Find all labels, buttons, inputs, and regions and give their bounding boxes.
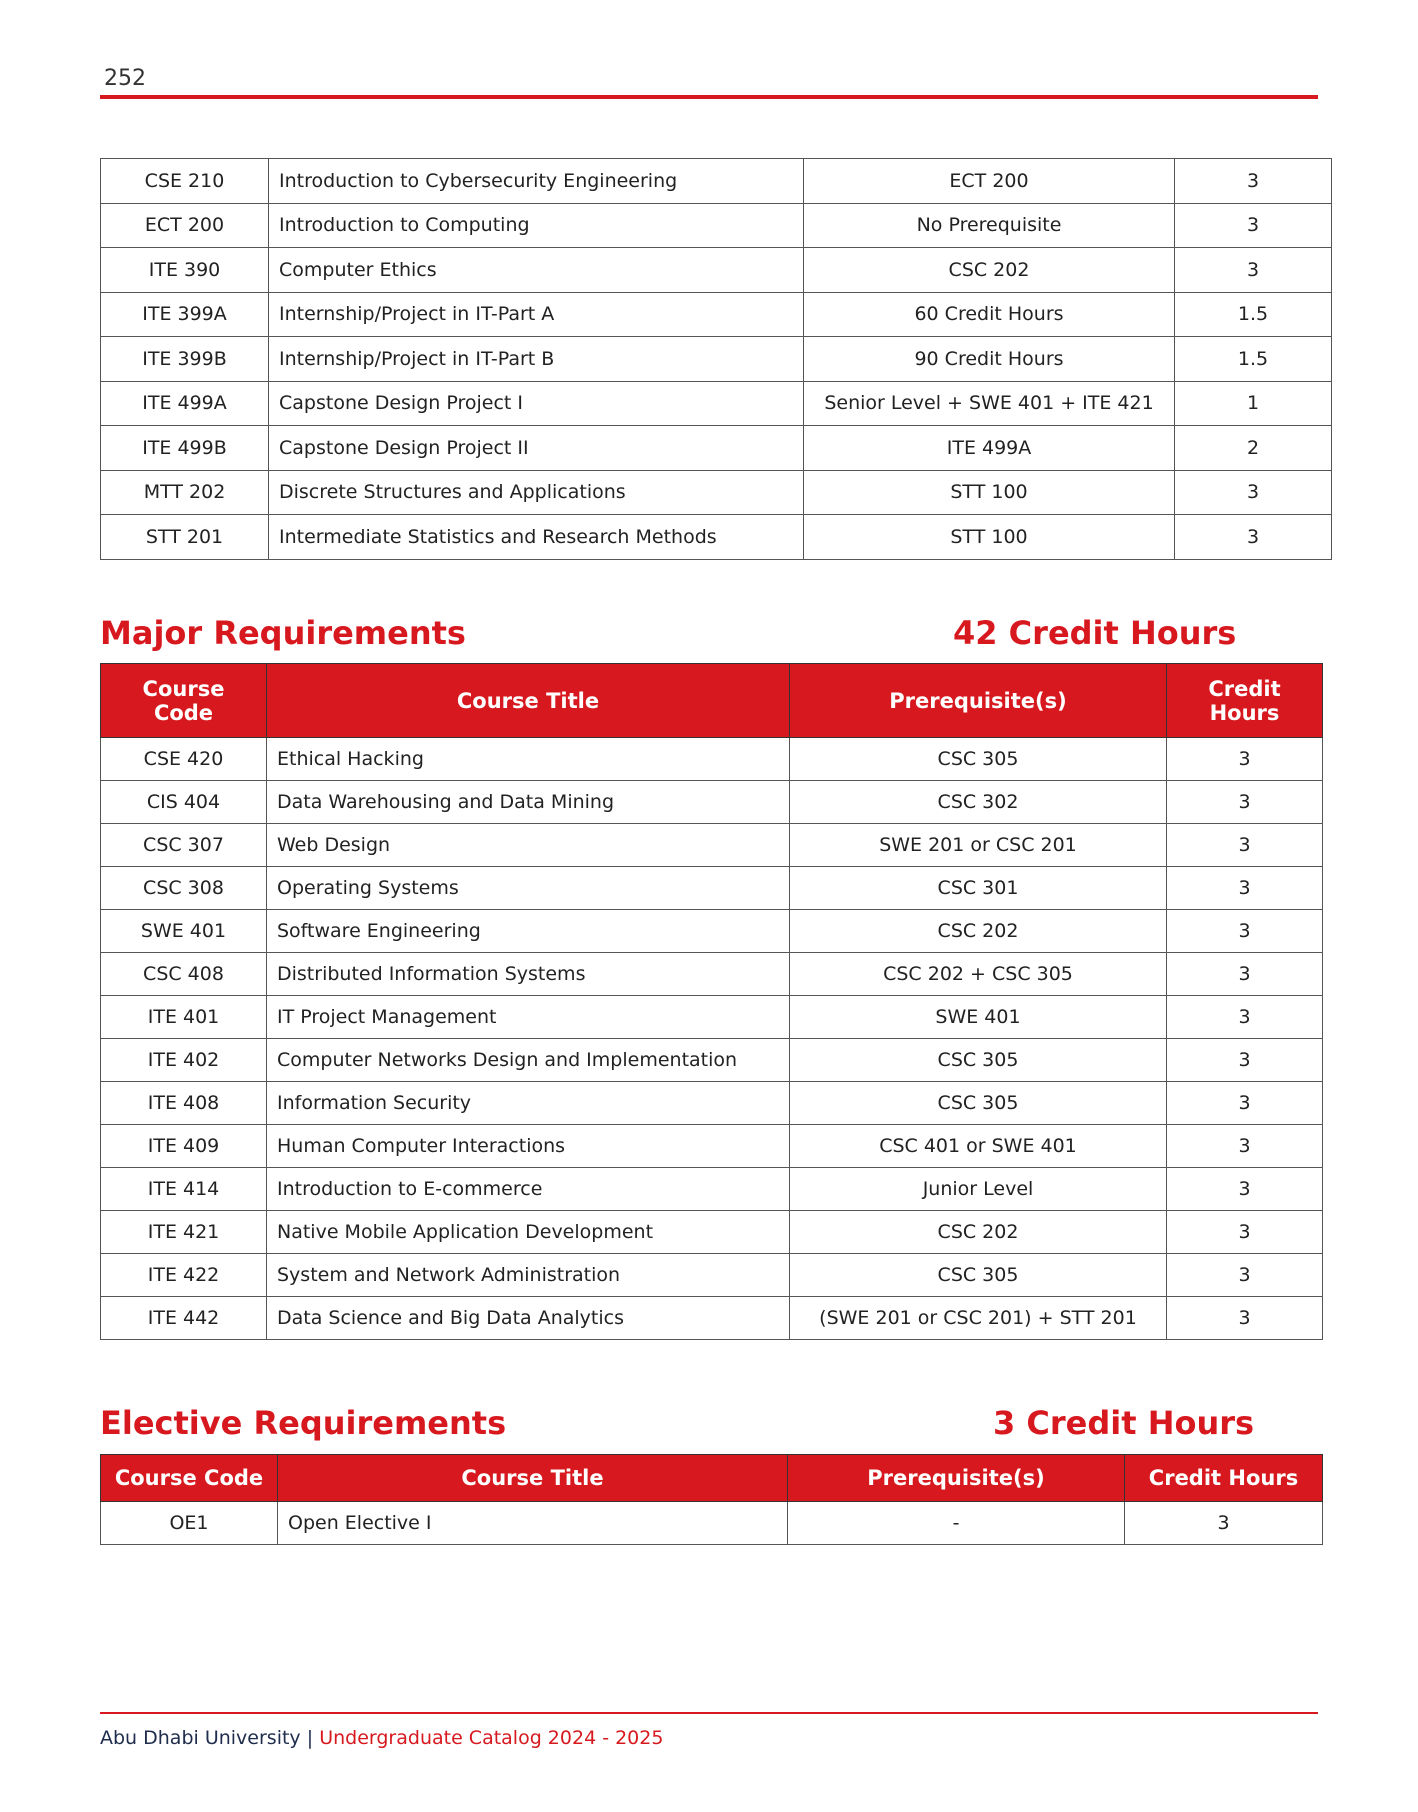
table-row xyxy=(101,738,1323,781)
course-prereq: ITE 499A xyxy=(804,426,1175,471)
course-credits: 1.5 xyxy=(1175,292,1332,337)
course-prereq: CSC 401 or SWE 401 xyxy=(790,1125,1167,1168)
course-title: Web Design xyxy=(267,824,790,867)
course-credits: 3 xyxy=(1167,1082,1323,1125)
course-credits: 3 xyxy=(1175,470,1332,515)
course-prereq: STT 100 xyxy=(804,470,1175,515)
course-title: Capstone Design Project II xyxy=(269,426,804,471)
table-header-row xyxy=(101,664,1323,738)
major-requirements-heading: Major Requirements xyxy=(100,614,466,652)
major-requirements-table xyxy=(100,663,1323,1340)
major-credit-hours: 42 Credit Hours xyxy=(953,614,1237,652)
table-row xyxy=(101,824,1323,867)
course-credits: 3 xyxy=(1167,910,1323,953)
course-title: Internship/Project in IT-Part B xyxy=(269,337,804,382)
table-row xyxy=(101,470,1332,515)
course-title: Computer Ethics xyxy=(269,248,804,293)
course-title: Data Warehousing and Data Mining xyxy=(267,781,790,824)
course-title: Distributed Information Systems xyxy=(267,953,790,996)
course-title: Intermediate Statistics and Research Methods xyxy=(269,515,804,560)
course-code: CSC 307 xyxy=(101,824,267,867)
course-prereq: CSC 305 xyxy=(790,1039,1167,1082)
course-credits: 3 xyxy=(1175,248,1332,293)
course-title: Introduction to Cybersecurity Engineering xyxy=(269,159,804,204)
continued-course-table xyxy=(100,158,1332,560)
course-code: ITE 401 xyxy=(101,996,267,1039)
header-course-code: Course Code xyxy=(101,664,267,738)
course-code: CSC 408 xyxy=(101,953,267,996)
course-title: Discrete Structures and Applications xyxy=(269,470,804,515)
course-title: Human Computer Interactions xyxy=(267,1125,790,1168)
course-code: ITE 409 xyxy=(101,1125,267,1168)
header-prerequisites: Prerequisite(s) xyxy=(790,664,1167,738)
course-title: Software Engineering xyxy=(267,910,790,953)
table-row xyxy=(101,381,1332,426)
table-row xyxy=(101,1168,1323,1211)
course-title: Information Security xyxy=(267,1082,790,1125)
course-prereq: CSC 202 xyxy=(790,910,1167,953)
course-credits: 3 xyxy=(1167,1211,1323,1254)
header-credit-hours: Credit Hours xyxy=(1125,1455,1323,1502)
course-prereq: CSC 202 + CSC 305 xyxy=(790,953,1167,996)
course-code: STT 201 xyxy=(101,515,269,560)
table-row xyxy=(101,910,1323,953)
table-row xyxy=(101,953,1323,996)
course-code: MTT 202 xyxy=(101,470,269,515)
header-prerequisites: Prerequisite(s) xyxy=(788,1455,1125,1502)
course-code: ITE 414 xyxy=(101,1168,267,1211)
course-credits: 2 xyxy=(1175,426,1332,471)
table-row xyxy=(101,337,1332,382)
course-title: Capstone Design Project I xyxy=(269,381,804,426)
course-prereq: STT 100 xyxy=(804,515,1175,560)
course-code: ITE 402 xyxy=(101,1039,267,1082)
table-row xyxy=(101,248,1332,293)
header-course-title: Course Title xyxy=(278,1455,788,1502)
table-row xyxy=(101,1125,1323,1168)
course-title: Operating Systems xyxy=(267,867,790,910)
course-code: ITE 390 xyxy=(101,248,269,293)
course-title: Introduction to E-commerce xyxy=(267,1168,790,1211)
course-prereq: 60 Credit Hours xyxy=(804,292,1175,337)
course-prereq: ECT 200 xyxy=(804,159,1175,204)
course-prereq: 90 Credit Hours xyxy=(804,337,1175,382)
table-row xyxy=(101,1039,1323,1082)
course-title: System and Network Administration xyxy=(267,1254,790,1297)
course-prereq: Junior Level xyxy=(790,1168,1167,1211)
header-credit-line2: Hours xyxy=(1209,700,1280,725)
table-row xyxy=(101,159,1332,204)
course-prereq: CSC 301 xyxy=(790,867,1167,910)
course-code: ITE 442 xyxy=(101,1297,267,1340)
course-prereq: CSC 305 xyxy=(790,1082,1167,1125)
course-code: ITE 499A xyxy=(101,381,269,426)
course-code: ECT 200 xyxy=(101,203,269,248)
course-code: ITE 422 xyxy=(101,1254,267,1297)
footer-university: Abu Dhabi University xyxy=(100,1727,301,1749)
table-row xyxy=(101,996,1323,1039)
header-course-code: Course Code xyxy=(101,1455,278,1502)
course-code: ITE 499B xyxy=(101,426,269,471)
course-credits: 3 xyxy=(1167,781,1323,824)
header-rule xyxy=(100,95,1318,99)
course-prereq: CSC 305 xyxy=(790,1254,1167,1297)
course-code: ITE 408 xyxy=(101,1082,267,1125)
course-prereq: SWE 201 or CSC 201 xyxy=(790,824,1167,867)
course-code: CSC 308 xyxy=(101,867,267,910)
course-prereq: (SWE 201 or CSC 201) + STT 201 xyxy=(790,1297,1167,1340)
course-credits: 3 xyxy=(1167,1125,1323,1168)
header-credit-line1: Credit xyxy=(1208,676,1281,701)
table-row xyxy=(101,515,1332,560)
table-row xyxy=(101,867,1323,910)
course-credits: 3 xyxy=(1175,203,1332,248)
table-row xyxy=(101,292,1332,337)
course-title: Data Science and Big Data Analytics xyxy=(267,1297,790,1340)
course-prereq: CSC 305 xyxy=(790,738,1167,781)
table-row xyxy=(101,1297,1323,1340)
table-row xyxy=(101,1211,1323,1254)
course-credits: 3 xyxy=(1167,1297,1323,1340)
course-code: CIS 404 xyxy=(101,781,267,824)
table-header-row xyxy=(101,1455,1323,1502)
footer xyxy=(100,1727,663,1749)
elective-requirements-table xyxy=(100,1454,1323,1545)
course-prereq: CSC 202 xyxy=(804,248,1175,293)
course-code: ITE 421 xyxy=(101,1211,267,1254)
course-title: Open Elective I xyxy=(278,1502,788,1545)
course-credits: 3 xyxy=(1167,1254,1323,1297)
course-prereq: No Prerequisite xyxy=(804,203,1175,248)
table-row xyxy=(101,1254,1323,1297)
course-credits: 3 xyxy=(1167,996,1323,1039)
course-code: ITE 399A xyxy=(101,292,269,337)
page-number: 252 xyxy=(104,66,146,91)
course-credits: 3 xyxy=(1167,1168,1323,1211)
course-credits: 3 xyxy=(1125,1502,1323,1545)
header-course-title: Course Title xyxy=(267,664,790,738)
course-credits: 3 xyxy=(1167,824,1323,867)
footer-separator: | xyxy=(306,1727,314,1749)
table-row xyxy=(101,781,1323,824)
course-credits: 3 xyxy=(1167,1039,1323,1082)
course-code: SWE 401 xyxy=(101,910,267,953)
course-prereq: Senior Level + SWE 401 + ITE 421 xyxy=(804,381,1175,426)
course-prereq: CSC 202 xyxy=(790,1211,1167,1254)
course-title: Computer Networks Design and Implementation xyxy=(267,1039,790,1082)
course-prereq: CSC 302 xyxy=(790,781,1167,824)
footer-catalog: Undergraduate Catalog 2024 - 2025 xyxy=(319,1727,664,1749)
table-row xyxy=(101,1082,1323,1125)
course-credits: 3 xyxy=(1167,867,1323,910)
elective-credit-hours: 3 Credit Hours xyxy=(993,1404,1255,1442)
course-code: CSE 210 xyxy=(101,159,269,204)
course-credits: 3 xyxy=(1167,953,1323,996)
course-title: Internship/Project in IT-Part A xyxy=(269,292,804,337)
table-row xyxy=(101,1502,1323,1545)
course-credits: 1.5 xyxy=(1175,337,1332,382)
course-credits: 3 xyxy=(1175,515,1332,560)
course-title: IT Project Management xyxy=(267,996,790,1039)
header-credit-hours xyxy=(1167,664,1323,738)
course-prereq: - xyxy=(788,1502,1125,1545)
course-credits: 3 xyxy=(1175,159,1332,204)
course-code: OE1 xyxy=(101,1502,278,1545)
table-row xyxy=(101,203,1332,248)
course-prereq: SWE 401 xyxy=(790,996,1167,1039)
course-title: Introduction to Computing xyxy=(269,203,804,248)
course-credits: 3 xyxy=(1167,738,1323,781)
course-title: Native Mobile Application Development xyxy=(267,1211,790,1254)
table-row xyxy=(101,426,1332,471)
course-code: CSE 420 xyxy=(101,738,267,781)
elective-requirements-heading: Elective Requirements xyxy=(100,1404,507,1442)
course-title: Ethical Hacking xyxy=(267,738,790,781)
footer-rule xyxy=(100,1712,1318,1714)
course-credits: 1 xyxy=(1175,381,1332,426)
course-code: ITE 399B xyxy=(101,337,269,382)
